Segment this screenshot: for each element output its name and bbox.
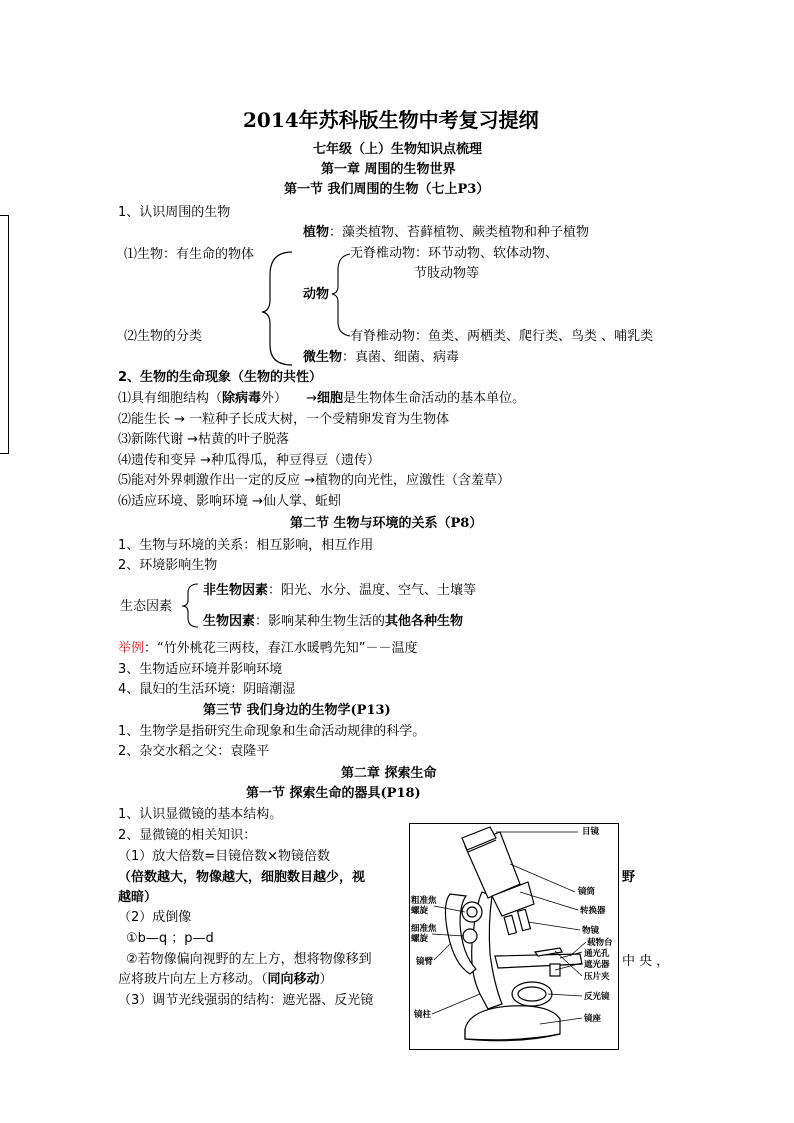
trait1-f: 是生物体生命活动的基本单位。 xyxy=(343,391,526,406)
s1-p2: 2、生物的生命现象（生物的共性） xyxy=(118,370,323,385)
s4-p8 xyxy=(118,971,333,989)
label-fine-2: 螺旋 xyxy=(411,934,429,944)
s2-p1: 1、生物与环境的关系：相互影响，相互作用 xyxy=(118,538,374,553)
life-trait-4: ⑷遗传和变异 →种瓜得瓜，种豆得豆（遗传） xyxy=(118,453,381,468)
plant-text: ：藻类植物、苔藓植物、蕨类植物和种子植物 xyxy=(329,225,590,240)
s4-p4c: 越暗） xyxy=(118,890,158,905)
s2-p2: 2、环境影响生物 xyxy=(118,558,218,573)
s4-p9: （3）调节光线强弱的结构：遮光器、反光镜 xyxy=(118,993,374,1008)
s4-p5: （2）成倒像 xyxy=(118,910,192,925)
example-text: ：“竹外桃花三两枝，春江水暖鸭先知”－－温度 xyxy=(144,641,418,656)
classification-brace xyxy=(262,252,292,365)
trait1-a: ⑴具有细胞结构（ xyxy=(118,391,223,406)
label-coarse-2: 螺旋 xyxy=(411,906,429,916)
life-trait-2: ⑵能生长 → 一粒种子长成大树，一个受精卵发育为生物体 xyxy=(118,412,450,427)
life-trait-1 xyxy=(118,390,525,408)
biotic-text: ：影响某种生物生活的 xyxy=(255,614,386,629)
invertebrate-line1: 无脊椎动物：环节动物、软体动物、 xyxy=(350,246,559,261)
eco-factor-label: 生态因素 xyxy=(120,599,173,614)
trait1-c: 外） xyxy=(261,391,288,406)
s4-p8a: 应将玻片向左上方移动。（ xyxy=(118,972,268,987)
s4-p6: ①b—q ；p—d xyxy=(126,931,214,946)
label-nosepiece: 转换器 xyxy=(580,906,606,916)
biotic-bold: 其他各种生物 xyxy=(385,614,464,629)
s1-p1: 1、认识周围的生物 xyxy=(118,205,231,220)
section4-heading: 第一节 探索生命的器具(P18) xyxy=(246,786,421,801)
label-diaphragm: 遮光器 xyxy=(584,960,610,970)
biotic-label: 生物因素 xyxy=(203,614,256,629)
label-hole: 通光孔 xyxy=(584,949,610,959)
s2-p3: 3、生物适应环境并影响环境 xyxy=(118,662,283,677)
s4-p1: 1、认识显微镜的基本结构。 xyxy=(118,807,283,822)
s3-p2: 2、杂交水稻之父：袁隆平 xyxy=(118,744,270,759)
s4-p8c: ） xyxy=(319,972,333,987)
example-line xyxy=(118,640,418,658)
plant-line xyxy=(303,224,589,242)
s4-p7a: ②若物像偏向视野的左上方，想将物像移到 xyxy=(126,952,372,967)
invertebrate-line2: 节肢动物等 xyxy=(414,266,480,281)
abiotic-line xyxy=(203,582,476,600)
abiotic-label: 非生物因素 xyxy=(203,583,269,598)
s2-p4: 4、鼠妇的生活环境：阴暗潮湿 xyxy=(118,682,296,697)
page-title: 2014年苏科版生物中考复习提纲 xyxy=(243,108,539,132)
microbe-line xyxy=(303,349,459,367)
trait1-virus: 除病毒 xyxy=(222,391,262,406)
s4-p8-bold: 同向移动 xyxy=(267,972,320,987)
arrow-icon: → xyxy=(306,391,318,406)
vertebrate-line: 有脊椎动物：鱼类、两栖类、爬行类、鸟类 、哺乳类 xyxy=(350,329,654,344)
example-label: 举例 xyxy=(118,641,145,656)
label-clip: 压片夹 xyxy=(584,972,610,982)
label-tube: 镜筒 xyxy=(578,887,596,897)
s4-p7b: 中 央 ， xyxy=(622,954,670,969)
trait1-cell: 细胞 xyxy=(317,391,344,406)
abiotic-text: ：阳光、水分、温度、空气、土壤等 xyxy=(268,583,477,598)
plant-label: 植物 xyxy=(303,225,330,240)
s4-p4a: （倍数越大，物像越大，细胞数目越少，视 xyxy=(118,870,366,885)
s4-p2: 2、显微镜的相关知识： xyxy=(118,828,257,843)
chapter1-heading: 第一章 周围的生物世界 xyxy=(321,162,456,177)
section1-heading: 第一节 我们周围的生物（七上P3） xyxy=(284,182,490,197)
organism-def: ⑴生物：有生命的物体 xyxy=(124,247,255,262)
microbe-label: 微生物 xyxy=(303,350,343,365)
s3-p1: 1、生物学是指研究生命现象和生命活动规律的科学。 xyxy=(118,724,426,739)
label-arm: 镜臂 xyxy=(416,957,434,967)
section2-heading: 第二节 生物与环境的关系（P8） xyxy=(290,516,483,531)
label-mirror: 反光镜 xyxy=(584,992,610,1002)
microbe-text: ：真菌、细菌、病毒 xyxy=(342,350,460,365)
label-stage: 载物台 xyxy=(587,938,613,948)
animal-label: 动物 xyxy=(303,287,330,302)
label-fine-1: 细准焦 xyxy=(411,924,437,934)
label-objective: 物镜 xyxy=(582,926,600,936)
life-trait-6: ⑹适应环境、影响环境 →仙人掌、蚯蚓 xyxy=(118,494,342,509)
life-trait-3: ⑶新陈代谢 →枯黄的叶子脱落 xyxy=(118,432,290,447)
label-eyepiece: 目镜 xyxy=(582,827,600,837)
label-base: 镜座 xyxy=(584,1014,602,1024)
section3-heading: 第三节 我们身边的生物学(P13) xyxy=(203,703,391,718)
biotic-line xyxy=(203,613,463,631)
s4-p4b: 野 xyxy=(622,870,636,885)
microscope-figure xyxy=(409,823,619,1050)
animal-brace xyxy=(332,254,350,336)
label-pillar: 镜柱 xyxy=(414,1010,432,1020)
s4-p3: （1）放大倍数=目镜倍数×物镜倍数 xyxy=(118,849,331,864)
life-trait-5: ⑸能对外界刺激作出一定的反应 →植物的向光性，应激性（含羞草） xyxy=(118,473,511,488)
subtitle-grade: 七年级（上）生物知识点梳理 xyxy=(313,142,483,157)
chapter2-heading: 第二章 探索生命 xyxy=(341,766,437,781)
eco-brace xyxy=(182,584,198,627)
label-coarse-1: 粗准焦 xyxy=(411,896,437,906)
classification-label: ⑵生物的分类 xyxy=(124,329,203,344)
